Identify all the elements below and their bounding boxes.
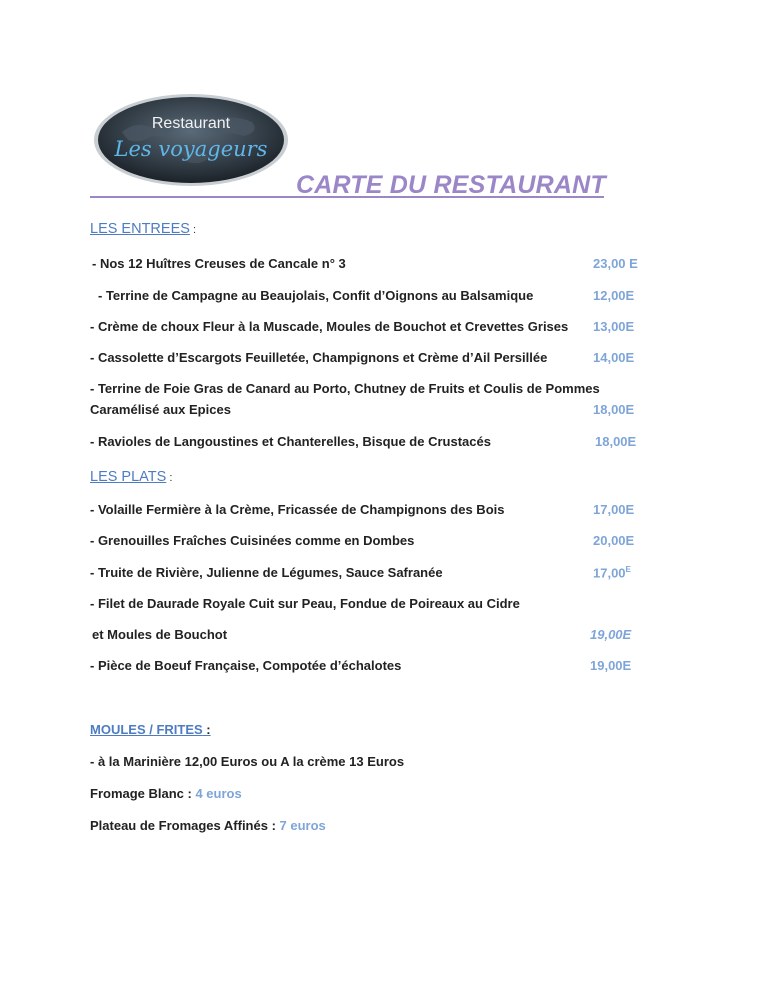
plateau-fromages-price: 7 euros xyxy=(279,818,326,833)
menu-item-price: 14,00E xyxy=(593,350,635,365)
menu-item-label: - Filet de Daurade Royale Cuit sur Peau, Fondue de Poireaux au Cidre xyxy=(90,596,520,611)
section-heading-entrees: LES ENTREES xyxy=(90,221,190,237)
menu-item-price: 17,00E xyxy=(593,502,635,517)
menu-item-label: - Ravioles de Langoustines et Chanterelles, Bisque de Crustacés xyxy=(90,434,491,449)
menu-item-price: 12,00E xyxy=(593,288,635,303)
menu-item-label: - Nos 12 Huîtres Creuses de Cancale n° 3 xyxy=(92,256,346,271)
menu-item-label: - Truite de Rivière, Julienne de Légumes, Sauce Safranée xyxy=(90,565,443,580)
section-plats: LES PLATS : xyxy=(90,469,173,485)
section-heading-moules: MOULES / FRITES : xyxy=(90,722,211,737)
fromage-blanc: Fromage Blanc : 4 euros xyxy=(90,786,242,801)
plateau-fromages: Plateau de Fromages Affinés : 7 euros xyxy=(90,818,326,833)
logo-line2: Les voyageurs xyxy=(114,137,268,161)
menu-item-label: - Cassolette d’Escargots Feuilletée, Champignons et Crème d’Ail Persillée xyxy=(90,350,548,365)
menu-item-label: - Terrine de Foie Gras de Canard au Porto, Chutney de Fruits et Coulis de Pommes xyxy=(90,381,600,396)
menu-item-label: - Crème de choux Fleur à la Muscade, Moules de Bouchot et Crevettes Grises xyxy=(90,319,569,334)
fromage-blanc-price: 4 euros xyxy=(195,786,242,801)
menu-item-price: 18,00E xyxy=(595,434,637,449)
menu-item-price: 18,00E xyxy=(593,402,635,417)
menu-item-label-cont: et Moules de Bouchot xyxy=(92,627,228,642)
menu-item-label-cont: Caramélisé aux Epices xyxy=(90,402,231,417)
menu-item-label: - Volaille Fermière à la Crème, Fricassée de Champignons des Bois xyxy=(90,502,505,517)
menu-item-label: - Terrine de Campagne au Beaujolais, Confit d’Oignons au Balsamique xyxy=(98,288,534,303)
menu-item-label: - Pièce de Boeuf Française, Compotée d’échalotes xyxy=(90,658,402,673)
logo-line1: Restaurant xyxy=(151,115,231,132)
menu-item-price: $17,00^E$ xyxy=(593,565,631,581)
menu-item-price: 23,00 E xyxy=(593,256,638,271)
page-title: CARTE DU RESTAURANT xyxy=(296,171,606,199)
menu-item-price: 20,00E xyxy=(593,533,635,548)
restaurant-logo xyxy=(92,92,290,188)
menu-item-price: 19,00E xyxy=(590,658,632,673)
moules-options: - à la Marinière 12,00 Euros ou A la crème 13 Euros xyxy=(90,754,405,769)
section-heading-plats: LES PLATS xyxy=(90,469,167,485)
menu-item-price: 19,00E xyxy=(590,627,632,642)
menu-item-price: 13,00E xyxy=(593,319,635,334)
section-entrees: LES ENTREES : xyxy=(90,221,197,237)
menu-item-label: - Grenouilles Fraîches Cuisinées comme en Dombes xyxy=(90,533,415,548)
